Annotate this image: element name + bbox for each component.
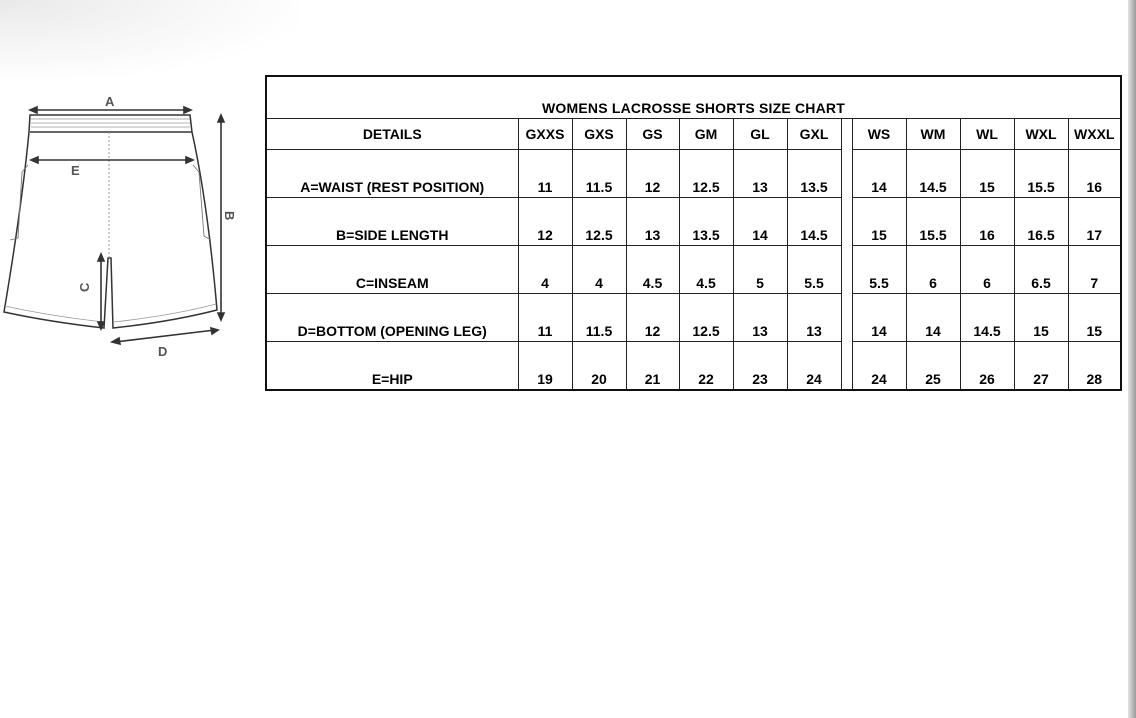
column-gap	[841, 342, 852, 391]
table-cell: 4	[572, 246, 626, 294]
table-row	[266, 246, 1121, 294]
table-cell: 5.5	[787, 246, 841, 294]
table-cell: 14	[852, 150, 906, 198]
row-label: C=INSEAM	[266, 246, 518, 294]
table-cell: 14	[906, 294, 960, 342]
table-cell: 12	[518, 198, 572, 246]
header-row	[266, 119, 1121, 150]
table-cell: 14.5	[906, 150, 960, 198]
row-label: D=BOTTOM (OPENING LEG)	[266, 294, 518, 342]
chart-title: WOMENS LACROSSE SHORTS SIZE CHART	[266, 76, 1121, 119]
background-shade	[0, 0, 300, 80]
table-cell: 15	[960, 150, 1014, 198]
column-gap	[841, 246, 852, 294]
table-cell: 19	[518, 342, 572, 391]
size-header: GM	[679, 119, 733, 150]
table-cell: 24	[852, 342, 906, 391]
size-header: WM	[906, 119, 960, 150]
row-label: B=SIDE LENGTH	[266, 198, 518, 246]
label-d: D	[158, 344, 168, 359]
table-cell: 26	[960, 342, 1014, 391]
table-cell: 14.5	[787, 198, 841, 246]
label-c: C	[77, 282, 92, 292]
table-cell: 4	[518, 246, 572, 294]
table-cell: 6.5	[1014, 246, 1068, 294]
table-cell: 28	[1068, 342, 1121, 391]
table-cell: 13.5	[787, 150, 841, 198]
table-cell: 15.5	[906, 198, 960, 246]
column-gap	[841, 198, 852, 246]
details-header: DETAILS	[266, 119, 518, 150]
table-cell: 11.5	[572, 294, 626, 342]
column-gap	[841, 119, 852, 150]
table-cell: 7	[1068, 246, 1121, 294]
table-cell: 20	[572, 342, 626, 391]
label-b: B	[222, 211, 237, 221]
table-cell: 13	[733, 150, 787, 198]
row-label: A=WAIST (REST POSITION)	[266, 150, 518, 198]
table-cell: 16	[1068, 150, 1121, 198]
table-row	[266, 198, 1121, 246]
size-header: GL	[733, 119, 787, 150]
table-cell: 12.5	[679, 150, 733, 198]
table-cell: 11	[518, 150, 572, 198]
table-cell: 5	[733, 246, 787, 294]
table-cell: 22	[679, 342, 733, 391]
table-cell: 11	[518, 294, 572, 342]
table-cell: 25	[906, 342, 960, 391]
table-cell: 12	[626, 150, 679, 198]
label-a: A	[105, 94, 115, 109]
column-gap	[841, 150, 852, 198]
table-cell: 12	[626, 294, 679, 342]
table-cell: 15.5	[1014, 150, 1068, 198]
column-gap	[841, 294, 852, 342]
table-cell: 21	[626, 342, 679, 391]
shorts-diagram	[0, 90, 245, 365]
table-cell: 15	[1068, 294, 1121, 342]
table-cell: 14	[733, 198, 787, 246]
table-cell: 27	[1014, 342, 1068, 391]
size-header: GS	[626, 119, 679, 150]
size-header: WXXL	[1068, 119, 1121, 150]
table-cell: 13	[787, 294, 841, 342]
table-row	[266, 342, 1121, 391]
size-header: GXL	[787, 119, 841, 150]
size-chart-table	[265, 75, 1122, 391]
size-header: WXL	[1014, 119, 1068, 150]
shorts-left-outline	[4, 115, 217, 328]
table-cell: 4.5	[679, 246, 733, 294]
size-header: WL	[960, 119, 1014, 150]
table-cell: 16.5	[1014, 198, 1068, 246]
table-cell: 6	[906, 246, 960, 294]
table-cell: 15	[852, 198, 906, 246]
table-cell: 12.5	[679, 294, 733, 342]
table-cell: 17	[1068, 198, 1121, 246]
row-label: E=HIP	[266, 342, 518, 391]
table-cell: 16	[960, 198, 1014, 246]
table-cell: 13	[733, 294, 787, 342]
table-cell: 13	[626, 198, 679, 246]
table-cell: 14.5	[960, 294, 1014, 342]
table-row	[266, 150, 1121, 198]
label-e: E	[71, 163, 80, 178]
size-header: GXXS	[518, 119, 572, 150]
table-cell: 24	[787, 342, 841, 391]
table-cell: 5.5	[852, 246, 906, 294]
table-cell: 13.5	[679, 198, 733, 246]
table-row	[266, 294, 1121, 342]
size-header: WS	[852, 119, 906, 150]
table-cell: 6	[960, 246, 1014, 294]
size-header: GXS	[572, 119, 626, 150]
table-cell: 12.5	[572, 198, 626, 246]
table-cell: 11.5	[572, 150, 626, 198]
table-cell: 4.5	[626, 246, 679, 294]
table-cell: 14	[852, 294, 906, 342]
table-cell: 23	[733, 342, 787, 391]
table-cell: 15	[1014, 294, 1068, 342]
right-edge-shadow	[1128, 0, 1136, 718]
